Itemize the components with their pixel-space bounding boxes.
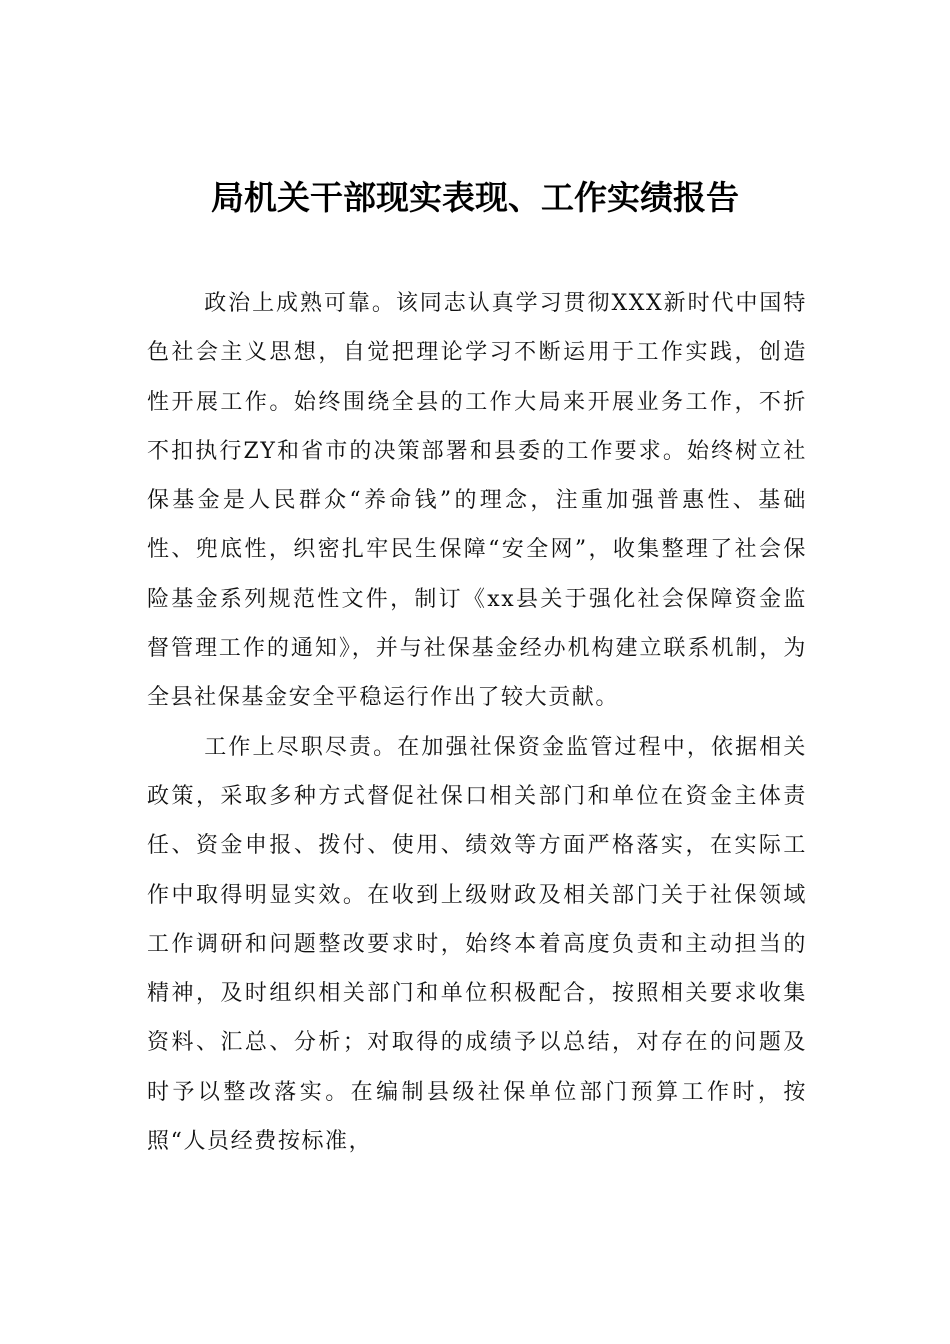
- document-title: 局机关干部现实表现、工作实绩报告: [211, 178, 739, 217]
- paragraph-work: 工作上尽职尽责。在加强社保资金监管过程中，依据相关政策，采取多种方式督促社保口相关部门和单位在资金主体责任、资金申报、拨付、使用、绩效等方面严格落实，在实际工作中取得明显实效。在收到上级财政及相关部门关于社保领域工作调研和问题整改要求时，始终本着高度负责和主动担当的精神，及时组织相关部门和单位积极配合，按照相关要求收集资料、汇总、分析；对取得的成绩予以总结，对存在的问题及时予以整改落实。在编制县级社保单位部门预算工作时，按照“人员经费按标准，: [147, 734, 807, 1155]
- paragraph-political: 政治上成熟可靠。该同志认真学习贯彻XXX新时代中国特色社会主义思想，自觉把理论学习不断运用于工作实践，创造性开展工作。始终围绕全县的工作大局来开展业务工作，不折不扣执行ZY和省市的决策部署和县委的工作要求。始终树立社保基金是人民群众“养命钱”的理念，注重加强普惠性、基础性、兜底性，织密扎牢民生保障“安全网”，收集整理了社会保险基金系列规范性文件，制订《xx县关于强化社会保障资金监督管理工作的通知》，并与社保基金经办机构建立联系机制，为全县社保基金安全平稳运行作出了较大贡献。: [147, 291, 807, 711]
- document-body: [147, 279, 807, 1166]
